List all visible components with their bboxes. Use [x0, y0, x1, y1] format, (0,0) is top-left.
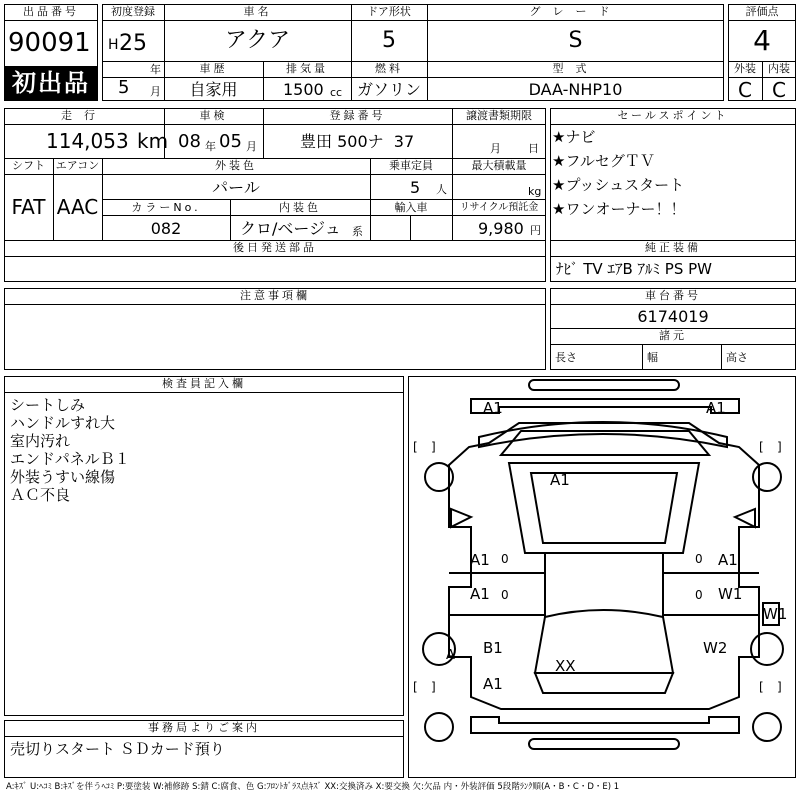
damage-front-bumper-left: A1: [483, 399, 503, 417]
door-type-label: ドア形状: [367, 5, 411, 18]
aircon-label: エアコン: [55, 159, 100, 172]
svg-text:[: [: [413, 440, 418, 454]
fuel: ガソリン: [356, 80, 421, 99]
registration-year: 25: [119, 31, 147, 56]
registration-month: 5: [118, 77, 130, 98]
color-number: 082: [150, 219, 182, 238]
transfer-month-unit: 月: [490, 142, 501, 155]
inspector-note: ＡＣ不良: [10, 486, 71, 504]
sales-point-item: ★プッシュスタート: [552, 176, 685, 194]
first-listing-badge: 初出品: [5, 66, 97, 100]
interior-label: 内装: [768, 62, 790, 75]
damage-quarter-right: W2: [703, 639, 728, 657]
length-label: 長さ: [555, 351, 577, 364]
listing-number-label: 出品番号: [23, 5, 79, 18]
car-name: アクア: [224, 28, 291, 53]
car-diagram: [408, 376, 796, 778]
plate-label: 登録番号: [329, 109, 386, 122]
transfer-day-unit: 日: [528, 142, 539, 155]
door-count: 5: [382, 28, 396, 53]
displacement-label: 排気量: [286, 62, 328, 75]
height-label: 高さ: [726, 351, 748, 364]
fuel-label: 燃料: [375, 62, 403, 75]
max-load-label: 最大積載量: [471, 159, 527, 172]
inspector-note: シートしみ: [10, 396, 86, 414]
sales-point-item: ★ワンオーナー！！: [552, 200, 686, 218]
damage-legend: A:ｷｽﾞ U:ﾍｺﾐ B:ｷｽﾞを伴うﾍｺﾐ P:要塗装 W:補修跡 S:錆 C:腐食、色 G:ﾌﾛﾝﾄｶﾞﾗｽ点ｷｽﾞ XX:交換済み X:要交換 欠:欠品 内・外装評価 5段階ﾗﾝｸ順(A・B・C・D・E) 1: [6, 782, 620, 792]
damage-mark-zero: 0: [501, 588, 509, 602]
recycle-fee: 9,980: [478, 219, 524, 238]
specs-label: 諸元: [659, 329, 687, 342]
shift-type: FAT: [11, 195, 46, 219]
damage-rear-fender-right: W1: [763, 605, 788, 623]
history: 自家用: [189, 80, 238, 99]
inspector-note: 外装うすい線傷: [10, 468, 116, 486]
interior-color-suffix: 系: [352, 225, 363, 238]
displacement-unit: cc: [330, 86, 343, 99]
car-outline-drawing: [409, 377, 797, 779]
first-registration-label: 初度登録: [111, 5, 155, 18]
grade: S: [568, 28, 583, 53]
later-parts-label: 後日発送部品: [233, 241, 317, 254]
damage-rear-bumper-left: A1: [483, 675, 503, 693]
score-label: 評価点: [745, 5, 779, 18]
sales-points-label: セールスポイント: [617, 109, 729, 122]
inspector-note: エンドパネルＢ１: [10, 450, 130, 468]
color-number-label: カラーNo.: [131, 201, 201, 214]
inspector-note: 室内汚れ: [10, 432, 71, 450]
svg-text:[: [: [759, 680, 764, 694]
damage-quarter-left: B1: [483, 639, 503, 657]
model-label: 型式: [552, 62, 599, 75]
mileage-unit: km: [137, 129, 169, 153]
width-label: 幅: [647, 351, 658, 364]
svg-text:[: [: [413, 680, 418, 694]
capacity-label: 乗車定員: [389, 159, 433, 172]
interior-color-label: 内装色: [279, 201, 321, 214]
capacity: 5: [410, 178, 421, 197]
exterior-label: 外装: [734, 62, 756, 75]
inspection-year-unit: 年: [205, 140, 216, 153]
damage-rear-door-right: W1: [718, 585, 743, 603]
genuine-equipment-label: 純正装備: [645, 241, 701, 254]
model-code: DAA-NHP10: [528, 80, 623, 99]
transfer-deadline-label: 譲渡書類期限: [466, 109, 532, 122]
inspection-month-unit: 月: [246, 140, 257, 153]
inspection-label: 車検: [199, 109, 228, 122]
shift-label: シフト: [12, 159, 45, 172]
genuine-equipment: ﾅﾋﾞ TV ｴｱB ｱﾙﾐ PS PW: [556, 260, 712, 278]
era-label: H: [108, 37, 119, 53]
sales-point-item: ★フルセグＴＶ: [552, 152, 655, 170]
history-label: 車歴: [199, 62, 228, 75]
damage-rear-glass: XX: [555, 657, 576, 675]
interior-score: C: [772, 78, 786, 102]
svg-text:]: ]: [777, 680, 782, 694]
mileage: 114,053: [46, 129, 129, 153]
damage-front-bumper-right: A1: [706, 399, 726, 417]
recycle-fee-unit: 円: [530, 224, 541, 237]
sales-point-item: ★ナビ: [552, 128, 596, 146]
month-unit: 月: [150, 85, 161, 98]
exterior-score: C: [738, 78, 752, 102]
overall-score: 4: [753, 24, 771, 57]
svg-text:[: [: [759, 440, 764, 454]
damage-front-door-right: A1: [718, 551, 738, 569]
inspection-month: 05: [219, 131, 242, 152]
office-notice: 売切りスタート ＳＤカード預り: [10, 740, 225, 758]
damage-mark-zero: 0: [501, 552, 509, 566]
interior-color: クロ/ベージュ: [240, 219, 341, 238]
chassis-number-label: 車台番号: [645, 289, 701, 302]
damage-mark-zero: 0: [695, 552, 703, 566]
listing-number: 90091: [8, 28, 91, 58]
import-label: 輸入車: [394, 201, 428, 214]
damage-roof: A1: [550, 471, 570, 489]
damage-mark-zero: 0: [695, 588, 703, 602]
svg-text:]: ]: [431, 680, 436, 694]
grade-label: グレード: [529, 5, 622, 18]
car-name-label: 車名: [243, 5, 272, 18]
exterior-color-label: 外装色: [215, 159, 257, 172]
inspector-notes-label: 検査員記入欄: [162, 377, 246, 390]
chassis-number: 6174019: [637, 307, 709, 326]
plate-number: 豊田 500ナ 37: [300, 132, 415, 151]
displacement: 1500: [283, 80, 324, 99]
year-unit: 年: [150, 63, 161, 76]
aircon-type: AAC: [56, 195, 99, 219]
damage-rear-door-left: A1: [470, 585, 490, 603]
mileage-label: 走行: [61, 109, 107, 122]
notes-label: 注意事項欄: [240, 289, 310, 302]
exterior-color: パール: [212, 178, 260, 197]
inspection-year: 08: [178, 131, 201, 152]
inspector-note: ハンドルすれ大: [10, 414, 116, 432]
max-load-unit: kg: [528, 185, 542, 198]
damage-front-door-left: A1: [470, 551, 490, 569]
svg-text:]: ]: [431, 440, 436, 454]
damage-wheel-left: A: [446, 648, 455, 663]
recycle-fee-label: リサイクル預託金: [459, 202, 539, 213]
svg-text:]: ]: [777, 440, 782, 454]
capacity-unit: 人: [436, 183, 447, 196]
office-notice-label: 事務局よりご案内: [148, 721, 260, 734]
